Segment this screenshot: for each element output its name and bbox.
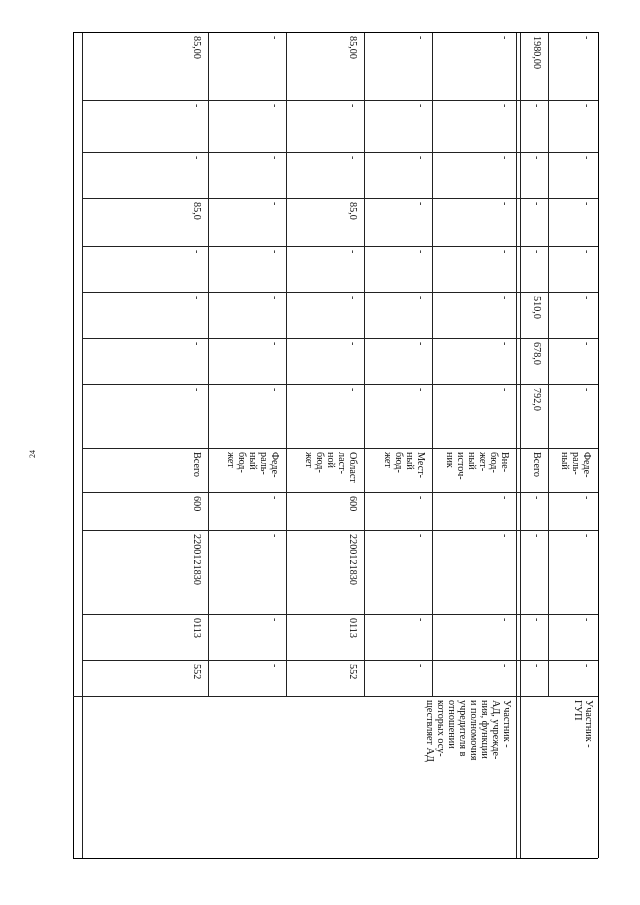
table-cell-text: - <box>581 496 592 500</box>
table-cell-text: 792,0 <box>531 388 542 411</box>
table-cell-total <box>432 32 516 100</box>
table-cell-y4 <box>286 246 364 292</box>
table-cell-y2 <box>286 338 364 384</box>
table-cell-csr <box>432 530 516 614</box>
table-cell-total <box>364 32 432 100</box>
table-cell-y1 <box>208 384 286 448</box>
table-cell-y6 <box>208 152 286 198</box>
table-cell-y1 <box>432 384 516 448</box>
table-cell-y6 <box>432 152 516 198</box>
table-cell-y2 <box>208 338 286 384</box>
table-cell-text: - <box>531 104 542 108</box>
table-cell-text: - <box>499 36 510 40</box>
table-cell-text: - <box>415 664 426 668</box>
table-rule <box>73 858 598 859</box>
table-cell-text: Мест- ный бюд- жет <box>382 452 426 479</box>
table-cell-text: 2200121830 <box>347 534 358 585</box>
table-cell-text: 85,00 <box>347 36 358 59</box>
table-cell-text: 678,0 <box>531 342 542 365</box>
table-cell-text: - <box>269 496 280 500</box>
table-cell-text: - <box>269 618 280 622</box>
table-cell-text: 0113 <box>347 618 358 638</box>
table-rule <box>73 32 74 858</box>
table-cell-text: - <box>499 342 510 346</box>
table-cell-y7 <box>82 100 208 152</box>
table-cell-text: - <box>581 388 592 392</box>
table-cell-participant <box>82 696 516 858</box>
table-cell-vr <box>286 492 364 530</box>
table-cell-csr <box>548 530 598 614</box>
table-cell-text: - <box>531 156 542 160</box>
table-cell-text: 85,0 <box>191 202 202 220</box>
table-cell-text: - <box>581 104 592 108</box>
table-cell-y3 <box>82 292 208 338</box>
table-cell-text: - <box>415 618 426 622</box>
table-cell-text: - <box>347 104 358 108</box>
table-cell-text: Всего <box>531 452 542 477</box>
table-cell-grbs <box>208 660 286 696</box>
table-cell-text: - <box>269 36 280 40</box>
table-cell-y6 <box>364 152 432 198</box>
table-cell-y7 <box>208 100 286 152</box>
table-cell-y5 <box>208 198 286 246</box>
table-cell-csr <box>364 530 432 614</box>
table-cell-rzpr <box>548 614 598 660</box>
table-cell-grbs <box>286 660 364 696</box>
table-cell-y2 <box>520 338 548 384</box>
table-cell-text: - <box>531 534 542 538</box>
table-cell-text: 510,0 <box>531 296 542 319</box>
table-cell-y3 <box>364 292 432 338</box>
table-cell-csr <box>82 530 208 614</box>
table-cell-vr <box>364 492 432 530</box>
table-cell-grbs <box>82 660 208 696</box>
table-cell-rzpr <box>286 614 364 660</box>
table-cell-text: - <box>499 104 510 108</box>
table-cell-text: - <box>191 104 202 108</box>
table-cell-text: - <box>531 496 542 500</box>
table-cell-text: - <box>499 618 510 622</box>
table-cell-text: - <box>415 534 426 538</box>
table-cell-text: - <box>499 388 510 392</box>
table-cell-text: - <box>269 104 280 108</box>
table-cell-text: 552 <box>347 664 358 680</box>
table-rule <box>516 32 517 858</box>
table-cell-text: - <box>581 296 592 300</box>
table-rule <box>598 32 599 858</box>
table-cell-text: - <box>269 388 280 392</box>
table-cell-vr <box>208 492 286 530</box>
table-cell-text: 0113 <box>191 618 202 638</box>
table-cell-vr <box>432 492 516 530</box>
table-cell-rzpr <box>364 614 432 660</box>
page-number: 24 <box>28 450 37 458</box>
table-cell-y1 <box>548 384 598 448</box>
table-cell-text: - <box>269 156 280 160</box>
table-cell-text: - <box>581 36 592 40</box>
table-cell-text: - <box>415 202 426 206</box>
table-cell-total <box>548 32 598 100</box>
table-cell-csr <box>208 530 286 614</box>
table-cell-text: - <box>581 342 592 346</box>
table-cell-participant <box>520 696 598 858</box>
table-cell-text: - <box>415 250 426 254</box>
table-cell-text: 85,00 <box>191 36 202 59</box>
table-cell-vr <box>548 492 598 530</box>
table-cell-vr <box>82 492 208 530</box>
table-cell-y7 <box>432 100 516 152</box>
table-cell-text: Област ласт- ной бюд- жет <box>303 452 358 483</box>
table-cell-source <box>548 448 598 492</box>
table-cell-total <box>208 32 286 100</box>
table-cell-source <box>208 448 286 492</box>
table-cell-text: - <box>191 156 202 160</box>
table-cell-text: - <box>269 534 280 538</box>
table-cell-y7 <box>548 100 598 152</box>
table-cell-y5 <box>364 198 432 246</box>
table-cell-rzpr <box>432 614 516 660</box>
table-cell-text: Всего <box>191 452 202 477</box>
table-cell-text: - <box>269 342 280 346</box>
table-cell-text: Вне- бюд- жет- ный источ- ник <box>444 452 510 480</box>
table-cell-text: Феде- раль- ный <box>559 452 592 478</box>
table-cell-y5 <box>520 198 548 246</box>
table-cell-text: - <box>415 296 426 300</box>
table-cell-y1 <box>286 384 364 448</box>
table-cell-text: - <box>531 664 542 668</box>
table-cell-y7 <box>286 100 364 152</box>
table-cell-text: - <box>347 296 358 300</box>
table-cell-grbs <box>548 660 598 696</box>
table-cell-source <box>82 448 208 492</box>
table-cell-csr <box>520 530 548 614</box>
table-cell-y1 <box>82 384 208 448</box>
table-cell-text: - <box>191 342 202 346</box>
table-cell-text: 85,0 <box>347 202 358 220</box>
table-cell-text: - <box>269 250 280 254</box>
table-cell-y7 <box>520 100 548 152</box>
table-cell-text: - <box>581 202 592 206</box>
table-cell-text: 552 <box>191 664 202 680</box>
table-cell-text: 2200121830 <box>191 534 202 585</box>
table-cell-text: - <box>581 156 592 160</box>
table-cell-text: - <box>269 202 280 206</box>
table-cell-text: - <box>191 388 202 392</box>
table-cell-text: - <box>347 156 358 160</box>
table-cell-y5 <box>548 198 598 246</box>
table-cell-y1 <box>364 384 432 448</box>
table-cell-text: - <box>499 250 510 254</box>
table-cell-vr <box>520 492 548 530</box>
table-cell-text: - <box>499 202 510 206</box>
table-cell-text: - <box>499 664 510 668</box>
table-cell-text: - <box>499 496 510 500</box>
table-cell-y4 <box>82 246 208 292</box>
table-cell-text: - <box>269 296 280 300</box>
table-cell-source <box>432 448 516 492</box>
table-cell-y2 <box>548 338 598 384</box>
table-cell-csr <box>286 530 364 614</box>
table-cell-text: 600 <box>191 496 202 512</box>
table-cell-text: - <box>415 496 426 500</box>
table-cell-y5 <box>82 198 208 246</box>
table-cell-y6 <box>82 152 208 198</box>
table-cell-y3 <box>208 292 286 338</box>
table-cell-total <box>520 32 548 100</box>
table-cell-y6 <box>520 152 548 198</box>
table-cell-text: - <box>191 250 202 254</box>
table-cell-grbs <box>432 660 516 696</box>
table-cell-total <box>286 32 364 100</box>
table-cell-text: - <box>581 618 592 622</box>
table-cell-source <box>286 448 364 492</box>
table-cell-text: - <box>531 250 542 254</box>
table-cell-text: Участник - ГУП <box>572 700 594 748</box>
table-cell-text: - <box>415 156 426 160</box>
table-cell-grbs <box>520 660 548 696</box>
table-cell-text: - <box>269 664 280 668</box>
table-cell-text: - <box>499 296 510 300</box>
table-cell-source <box>520 448 548 492</box>
table-cell-text: - <box>347 250 358 254</box>
table-cell-text: Феде- раль- ный бюд- жет <box>225 452 280 478</box>
table-cell-text: Участник - АД, учрежде- ния, функции и полномочия учредителя в отношении которых осу- ществляет АД <box>424 700 512 762</box>
table-cell-text: - <box>415 342 426 346</box>
table-cell-y4 <box>364 246 432 292</box>
table-cell-text: - <box>581 250 592 254</box>
table-cell-y2 <box>432 338 516 384</box>
table-cell-y1 <box>520 384 548 448</box>
table-cell-y3 <box>432 292 516 338</box>
table-cell-total <box>82 32 208 100</box>
table-cell-text: - <box>347 388 358 392</box>
table-cell-y3 <box>548 292 598 338</box>
table-cell-y5 <box>286 198 364 246</box>
table-cell-grbs <box>364 660 432 696</box>
table-cell-y3 <box>286 292 364 338</box>
table-cell-text: - <box>531 618 542 622</box>
table-cell-text: - <box>415 36 426 40</box>
table-cell-text: - <box>415 388 426 392</box>
table-cell-rzpr <box>208 614 286 660</box>
table-cell-text: - <box>499 534 510 538</box>
table-cell-y5 <box>432 198 516 246</box>
table-cell-y7 <box>364 100 432 152</box>
table-cell-text: - <box>415 104 426 108</box>
table-cell-text: 1980,00 <box>531 36 542 70</box>
table-cell-y4 <box>520 246 548 292</box>
table-cell-y6 <box>286 152 364 198</box>
table-cell-rzpr <box>82 614 208 660</box>
table-cell-text: - <box>347 342 358 346</box>
table-cell-text: - <box>581 534 592 538</box>
table-cell-text: - <box>499 156 510 160</box>
table-cell-text: - <box>581 664 592 668</box>
table-cell-y4 <box>208 246 286 292</box>
table-cell-y2 <box>82 338 208 384</box>
table-cell-y2 <box>364 338 432 384</box>
table-cell-y4 <box>432 246 516 292</box>
table-cell-y6 <box>548 152 598 198</box>
table-cell-text: 600 <box>347 496 358 512</box>
table-cell-rzpr <box>520 614 548 660</box>
table-cell-y4 <box>548 246 598 292</box>
table-cell-text: - <box>191 296 202 300</box>
table-cell-source <box>364 448 432 492</box>
table-cell-y3 <box>520 292 548 338</box>
table-cell-text: - <box>531 202 542 206</box>
